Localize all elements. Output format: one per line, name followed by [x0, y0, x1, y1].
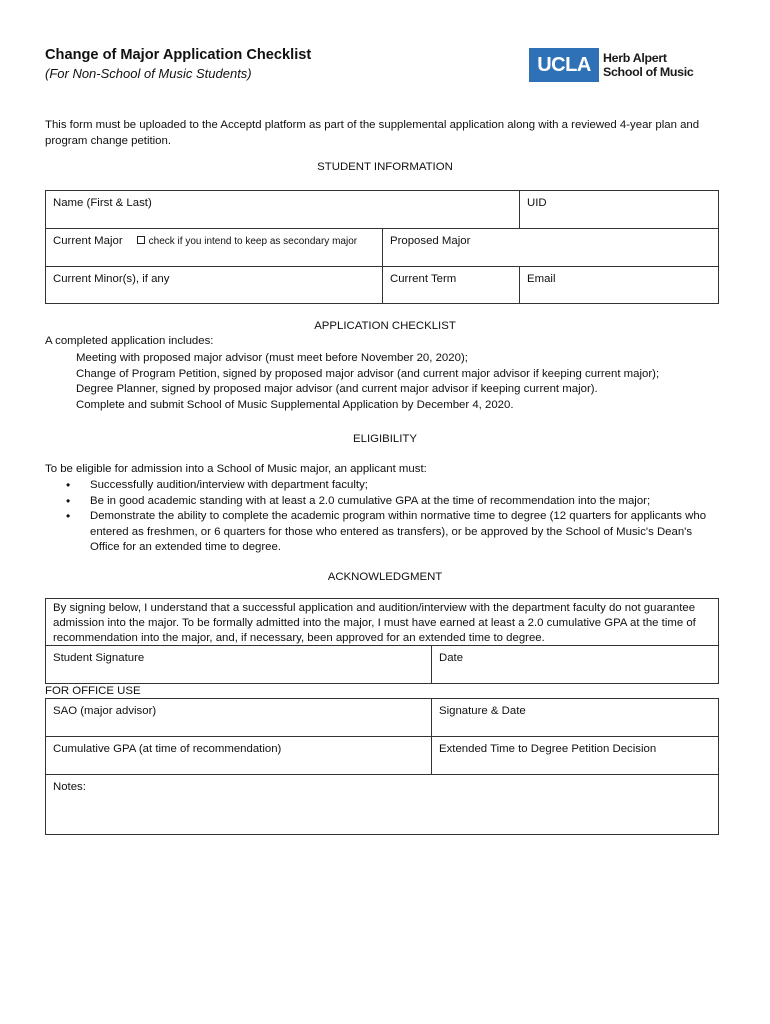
eligibility-heading: ELIGIBILITY — [353, 433, 417, 445]
eligibility-list — [66, 478, 716, 556]
uid-field[interactable] — [520, 191, 718, 229]
uid-label: UID — [527, 197, 547, 209]
student-info-table — [45, 190, 719, 304]
bullet-icon: • — [66, 493, 71, 508]
logo-line-2: School of Music — [603, 65, 694, 79]
name-label: Name (First & Last) — [53, 197, 152, 209]
page-subtitle: (For Non-School of Music Students) — [45, 66, 252, 81]
eligibility-item-text: Demonstrate the ability to complete the academic program within normative time to degree (12 quarters for applicants who entered as freshmen, or 6 quarters for those who entered as transfers), or be approved by the School of Music's Dean's Office for an extended time to degree. — [90, 510, 707, 553]
bullet-icon: • — [66, 509, 71, 523]
eligibility-item — [66, 494, 716, 510]
sao-signature-date-field[interactable] — [432, 699, 718, 737]
name-field[interactable] — [46, 191, 520, 229]
current-term-label: Current Term — [390, 273, 457, 285]
eligibility-item-text: Successfully audition/interview with department faculty; — [90, 479, 368, 491]
date-label: Date — [439, 652, 464, 664]
sao-field[interactable] — [46, 699, 432, 737]
checklist-items — [76, 351, 659, 413]
petition-decision-field[interactable] — [432, 737, 718, 775]
bullet-icon: • — [66, 478, 71, 492]
notes-label: Notes: — [53, 781, 86, 793]
email-field[interactable] — [520, 267, 718, 303]
student-signature-field[interactable] — [46, 646, 432, 683]
cumulative-gpa-field[interactable] — [46, 737, 432, 775]
acknowledgment-heading: ACKNOWLEDGMENT — [327, 571, 443, 583]
current-term-field[interactable] — [383, 267, 520, 303]
checklist-item: Meeting with proposed major advisor (must meet before November 20, 2020); — [76, 352, 468, 364]
eligibility-item-text: Be in good academic standing with at least a 2.0 cumulative GPA at the time of recommendation into the major; — [90, 494, 651, 507]
notes-field[interactable] — [46, 775, 718, 834]
secondary-major-label: check if you intend to keep as secondary major — [148, 236, 358, 247]
office-use-heading: FOR OFFICE USE — [45, 685, 141, 697]
office-use-table — [45, 698, 719, 835]
petition-decision-label: Extended Time to Degree Petition Decision — [439, 743, 657, 755]
logo-school-name — [603, 51, 694, 79]
current-major-field[interactable] — [46, 229, 383, 267]
eligibility-item — [66, 478, 716, 494]
eligibility-intro: To be eligible for admission into a School of Music major, an applicant must: — [45, 463, 427, 475]
proposed-major-label: Proposed Major — [390, 235, 471, 247]
secondary-major-checkbox[interactable] — [137, 236, 145, 244]
student-signature-label: Student Signature — [53, 652, 145, 664]
acknowledgment-text: By signing below, I understand that a successful application and audition/interview with the department faculty do not guarantee admission into the major. To be formally admitted into the major, I must have earned at least a 2.0 cumulative GPA at the time of recommendation into the major, and, if necessary, been approved for an extended time to degree. — [53, 602, 696, 645]
ucla-logo — [529, 48, 694, 82]
sao-label: SAO (major advisor) — [53, 705, 157, 717]
current-minor-field[interactable] — [46, 267, 383, 303]
ucla-logo-mark: UCLA — [529, 48, 599, 82]
signature-date-label: Signature & Date — [439, 705, 526, 717]
cumulative-gpa-label: Cumulative GPA (at time of recommendation) — [53, 743, 282, 755]
signature-date-field[interactable] — [432, 646, 718, 683]
email-label: Email — [527, 273, 556, 285]
proposed-major-field[interactable] — [383, 229, 718, 267]
checklist-heading: APPLICATION CHECKLIST — [314, 320, 456, 332]
checklist-item: Complete and submit School of Music Supplemental Application by December 4, 2020. — [76, 398, 514, 411]
current-major-label: Current Major — [53, 235, 123, 247]
checklist-intro: A completed application includes: — [45, 335, 214, 347]
checklist-item: Change of Program Petition, signed by proposed major advisor (and current major advisor if keeping current major); — [76, 367, 660, 380]
eligibility-item — [66, 509, 716, 556]
current-minor-label: Current Minor(s), if any — [53, 273, 170, 285]
student-info-heading: STUDENT INFORMATION — [317, 161, 453, 173]
checklist-item: Degree Planner, signed by proposed major advisor (and current major advisor if keeping current major). — [76, 383, 598, 396]
intro-text: This form must be uploaded to the Acceptd platform as part of the supplemental application along with a reviewed 4-year plan and program change petition. — [45, 119, 700, 147]
page-title: Change of Major Application Checklist — [45, 47, 312, 63]
logo-line-1: Herb Alpert — [603, 51, 667, 65]
